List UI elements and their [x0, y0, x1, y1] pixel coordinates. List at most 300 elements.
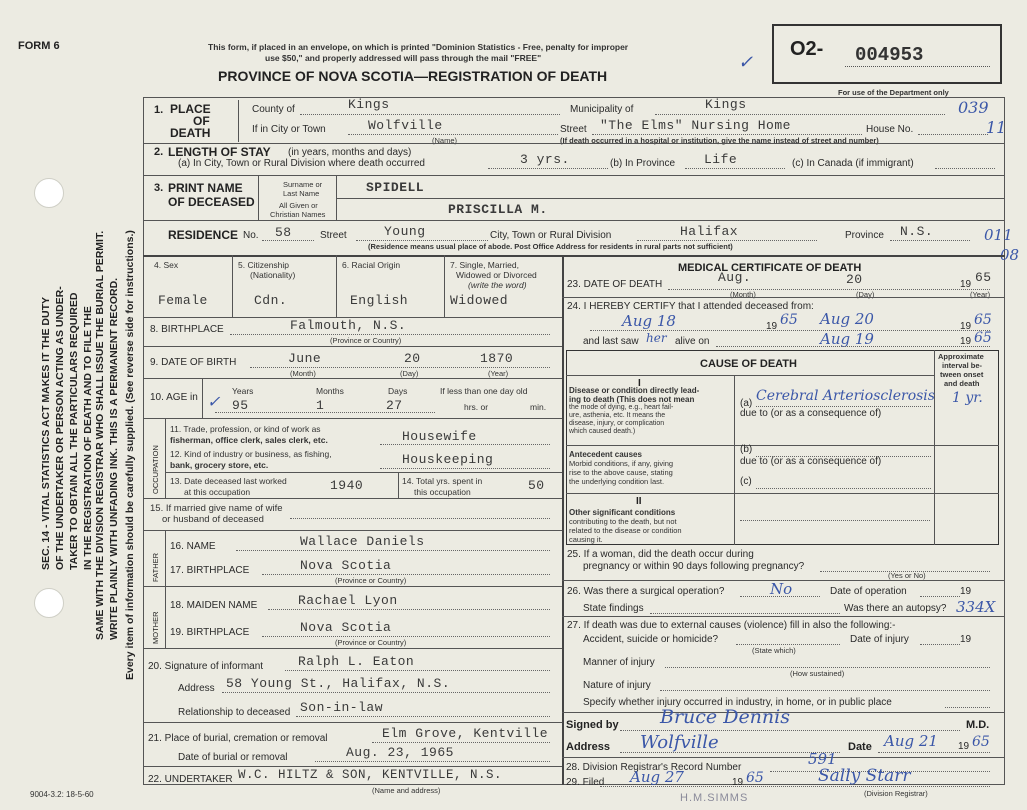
- antecedent-label-1: Antecedent causes: [569, 450, 642, 459]
- doctor-date-label: Date: [848, 741, 872, 753]
- page-title: PROVINCE OF NOVA SCOTIA—REGISTRATION OF DEATH: [218, 68, 608, 84]
- row-rule-9: [143, 498, 562, 499]
- undertaker-note: (Name and address): [372, 786, 441, 795]
- age-divider: [202, 378, 203, 418]
- op-year-prefix: 19: [960, 586, 972, 597]
- informant-sig-line: [285, 670, 550, 671]
- deceased-num: 3.: [154, 182, 164, 194]
- industry-value: Houskeeping: [402, 452, 494, 467]
- residence-street: Young: [384, 224, 426, 239]
- med-rule-5: [562, 757, 1005, 758]
- relationship-value: Son-in-law: [300, 700, 384, 715]
- deceased-divider-1: [258, 176, 259, 220]
- row-rule-2: [143, 175, 1005, 176]
- form-number: FORM 6: [18, 40, 60, 52]
- residence-province: N.S.: [900, 224, 934, 239]
- row-rule-13: [143, 722, 562, 723]
- father-name: Wallace Daniels: [300, 534, 425, 549]
- burial-date: Aug. 23, 1965: [346, 745, 454, 760]
- trade-label-2: fisherman, office clerk, sales clerk, etc.: [170, 435, 328, 445]
- origin-label: 6. Racial Origin: [342, 260, 401, 270]
- sex-divider: [232, 255, 233, 317]
- total-yrs-label-1: 14. Total yrs. spent in: [402, 476, 483, 486]
- residence-province-label: Province: [845, 230, 884, 241]
- mother-maiden: Rachael Lyon: [298, 593, 398, 608]
- doctor-date: Aug 21: [884, 732, 938, 750]
- last-saw-year-prefix: 19: [960, 336, 972, 347]
- months-value: 1: [316, 398, 325, 413]
- registrar-note: (Division Registrar): [864, 789, 928, 798]
- state-which: (State which): [752, 646, 796, 655]
- age-check: ✓: [207, 392, 221, 411]
- code-334: 334X: [956, 598, 996, 616]
- stay-label-note: (in years, months and days): [288, 147, 412, 158]
- trade-label-1: 11. Trade, profession, or kind of work as: [170, 424, 321, 434]
- punch-hole-bottom: [34, 588, 64, 618]
- months-label: Months: [316, 386, 344, 396]
- residence-city-line: [637, 240, 817, 241]
- stay-b-line: [685, 168, 785, 169]
- marital-value: Widowed: [450, 293, 509, 308]
- last-worked-label-1: 13. Date deceased last worked: [170, 476, 287, 486]
- father-birthplace-label: 17. BIRTHPLACE: [170, 565, 250, 576]
- punch-hole-top: [34, 178, 64, 208]
- marital-label-3: (write the word): [468, 280, 527, 290]
- med-rule-1: [562, 297, 1005, 298]
- stay-c-line: [935, 168, 995, 169]
- given-label-2: Christian Names: [270, 210, 326, 219]
- cause-b-label: (b): [740, 444, 753, 455]
- woman-label-1: 25. If a woman, did the death occur during: [567, 549, 754, 560]
- dod-year: 65: [975, 270, 992, 285]
- residence-city-label: City, Town or Rural Division: [490, 230, 612, 241]
- street-value: "The Elms" Nursing Home: [600, 118, 791, 133]
- attended-to-year: 65: [974, 312, 992, 328]
- mother-birthplace: Nova Scotia: [300, 620, 392, 635]
- last-saw-value: Aug 19: [820, 330, 874, 348]
- med-rule-3: [562, 616, 1005, 617]
- registration-rule: [845, 66, 990, 67]
- industry-line: [380, 468, 550, 469]
- specify-label: Specify whether injury occurred in industry, in home, or in public place: [583, 697, 892, 708]
- age-label: 10. AGE in: [150, 392, 198, 403]
- dod-month: Aug.: [718, 270, 752, 285]
- county-value: Kings: [348, 97, 390, 112]
- findings-line: [650, 613, 840, 614]
- signed-label: Signed by: [566, 719, 619, 731]
- dod-label: 23. DATE OF DEATH: [567, 279, 663, 290]
- stamp-text: H.M.SIMMS: [680, 792, 749, 804]
- father-birthplace-line: [262, 574, 550, 575]
- external-label: 27. If death was due to external causes (violence) fill in also the following:-: [567, 620, 896, 631]
- cause-a-label: (a): [740, 398, 753, 409]
- hospital-note: (If death occurred in a hospital or institution, give the name instead of street and number): [560, 136, 879, 145]
- occupation-divider: [165, 418, 166, 498]
- stay-a-label: (a) In City, Town or Rural Division where death occurred: [178, 158, 425, 169]
- form-code: 9004-3.2: 18-5-60: [30, 790, 94, 799]
- other-label-2: contributing to the death, but not: [569, 517, 677, 526]
- informant-sig: Ralph L. Eaton: [298, 654, 415, 669]
- mother-birthplace-label: 19. BIRTHPLACE: [170, 627, 250, 638]
- sidebar-line-2: OF THE UNDERTAKER OR PERSON ACTING AS UNDER-: [54, 286, 66, 570]
- birthplace-value: Falmouth, N.S.: [290, 318, 407, 333]
- deceased-label-2: OF DECEASED: [168, 195, 255, 209]
- dob-day-note: (Day): [400, 369, 419, 378]
- sidebar-line-6: WRITE PLAINLY WITH UNFADING INK. THIS IS A PERMANENT RECORD.: [108, 277, 120, 640]
- occupation-side-label: OCCUPATION: [151, 445, 160, 494]
- dob-year: 1870: [480, 351, 514, 366]
- doctor-date-year-prefix: 19: [958, 741, 970, 752]
- registration-number: 004953: [855, 44, 924, 66]
- city-label: If in City or Town: [252, 124, 326, 135]
- street-label: Street: [560, 124, 587, 135]
- filed-label: 29. Filed: [566, 777, 605, 788]
- attended-from-year-prefix: 19: [766, 321, 778, 332]
- municipality-code: 039: [958, 98, 989, 117]
- total-yrs-label-2: this occupation: [414, 487, 471, 497]
- dob-label: 9. DATE OF BIRTH: [150, 357, 237, 368]
- spouse-label-1: 15. If married give name of wife: [150, 503, 283, 514]
- hrs-label: hrs. or: [464, 402, 489, 412]
- relationship-line: [296, 716, 550, 717]
- undertaker-label: 22. UNDERTAKER: [148, 774, 233, 785]
- stay-b-value: Life: [704, 152, 738, 167]
- residence-no-label: No.: [243, 230, 259, 241]
- undertaker-value: W.C. HILTZ & SON, KENTVILLE, N.S.: [238, 768, 503, 782]
- filed-year-prefix: 19: [732, 777, 744, 788]
- doctor-address-label: Address: [566, 741, 611, 753]
- birthplace-label: 8. BIRTHPLACE: [150, 324, 224, 335]
- residence-code-2: 08: [1000, 246, 1020, 264]
- row-rule-7: [143, 378, 562, 379]
- residence-note: (Residence means usual place of abode. Post Office Address for residents in rural parts not sufficient): [368, 242, 733, 251]
- surname-value: SPIDELL: [366, 180, 425, 195]
- interval-label-2: interval be-: [942, 361, 983, 370]
- municipality-value: Kings: [705, 97, 747, 112]
- surname-label-1: Surname or: [283, 180, 323, 189]
- sidebar-line-5: SAME WITH THE DIVISION REGISTRAR WHO SHALL ISSUE THE BURIAL PERMIT.: [94, 230, 106, 640]
- residence-province-line: [890, 240, 970, 241]
- attended-to: Aug 20: [820, 310, 874, 328]
- residence-code-1: 011: [984, 226, 1013, 244]
- reg-record-value: 591: [808, 750, 837, 768]
- informant-address: 58 Young St., Halifax, N.S.: [226, 676, 451, 691]
- row-rule-3: [143, 220, 1005, 221]
- medical-title: MEDICAL CERTIFICATE OF DEATH: [678, 262, 862, 274]
- spouse-line: [290, 518, 550, 519]
- place-divider: [238, 100, 239, 142]
- part-one: I: [638, 378, 641, 389]
- part-two: II: [636, 496, 642, 507]
- department-use-note: For use of the Department only: [838, 88, 949, 97]
- trade-line: [380, 444, 550, 445]
- findings-label: State findings: [583, 603, 644, 614]
- last-saw-pronoun: her: [646, 331, 667, 345]
- row-rule-8: [143, 418, 562, 419]
- direct-label-6: which caused death.): [569, 428, 636, 435]
- industry-label-2: bank, grocery store, etc.: [170, 460, 269, 470]
- certify-label: 24. I HEREBY CERTIFY that I attended deceased from:: [567, 301, 814, 312]
- dob-month: June: [288, 351, 322, 366]
- antecedent-label-4: the underlying condition last.: [569, 477, 665, 486]
- center-divider: [562, 255, 564, 785]
- municipality-line: [655, 114, 945, 115]
- reg-record-label: 28. Division Registrar's Record Number: [566, 762, 742, 773]
- last-saw-line: [716, 346, 990, 347]
- interval-label-3: tween onset: [940, 370, 984, 379]
- other-label-3: related to the disease or condition: [569, 526, 682, 535]
- father-birthplace: Nova Scotia: [300, 558, 392, 573]
- cause-c-line: [756, 488, 931, 489]
- dod-day-note: (Day): [856, 290, 875, 299]
- burial-date-label: Date of burial or removal: [178, 752, 288, 763]
- interval-label-1: Approximate: [938, 352, 984, 361]
- yes-no-note: (Yes or No): [888, 571, 926, 580]
- given-value: PRISCILLA M.: [448, 202, 548, 217]
- stay-a-line: [488, 168, 608, 169]
- accident-line: [736, 644, 840, 645]
- informant-address-line: [222, 692, 550, 693]
- residence-city: Halifax: [680, 224, 739, 239]
- nature-line: [660, 690, 990, 691]
- injury-date-label: Date of injury: [850, 634, 909, 645]
- mother-side-label: MOTHER: [151, 611, 160, 644]
- informant-sig-label: 20. Signature of informant: [148, 661, 264, 672]
- nature-label: Nature of injury: [583, 680, 651, 691]
- last-worked-value: 1940: [330, 478, 364, 493]
- stay-b-label: (b) In Province: [610, 158, 676, 169]
- last-saw-year: 65: [974, 330, 992, 346]
- citizen-label-2: (Nationality): [250, 270, 296, 280]
- row-rule-4: [143, 255, 1005, 257]
- stay-c-label: (c) In Canada (if immigrant): [792, 158, 914, 169]
- specify-line: [945, 707, 990, 708]
- autopsy-label: Was there an autopsy?: [844, 603, 947, 614]
- injury-year-prefix: 19: [960, 634, 972, 645]
- citizen-value: Cdn.: [254, 293, 288, 308]
- occupation-rule: [165, 472, 562, 473]
- marital-label-2: Widowed or Divorced: [456, 270, 537, 280]
- woman-label-2: pregnancy or within 90 days following pregnancy?: [583, 561, 805, 572]
- direct-label-2: ing to death (This does not mean: [569, 395, 695, 404]
- county-line: [300, 114, 560, 115]
- sidebar-line-4: IN THE REGISTRATION OF DEATH AND TO FILE THE: [82, 306, 94, 570]
- citizen-divider: [336, 255, 337, 317]
- manner-label: Manner of injury: [583, 657, 655, 668]
- father-divider: [165, 530, 166, 586]
- stay-a-value: 3 yrs.: [520, 152, 570, 167]
- days-label: Days: [388, 386, 408, 396]
- deceased-label-1: PRINT NAME: [168, 181, 243, 195]
- op-date-label: Date of operation: [830, 586, 907, 597]
- dob-day: 20: [404, 351, 421, 366]
- origin-divider: [444, 255, 445, 317]
- sidebar-line-7: Every item of information should be carefully supplied. (See reverse side for instructions.): [124, 230, 136, 680]
- due-label-2: due to (or as a consequence of): [740, 456, 882, 467]
- doctor-address-line: [620, 752, 840, 753]
- filed-line: [600, 786, 990, 787]
- surgical-line: [740, 596, 820, 597]
- informant-address-label: Address: [178, 683, 215, 694]
- min-label: min.: [530, 402, 547, 412]
- birthplace-note: (Province or Country): [330, 336, 402, 345]
- mother-maiden-line: [268, 609, 550, 610]
- interval-divider: [934, 350, 935, 545]
- residence-label: RESIDENCE: [168, 228, 239, 242]
- cause-a-value: Cerebral Arteriosclerosis: [756, 388, 935, 404]
- mail-notice-2: use $50," and properly addressed will pass through the mail "FREE": [265, 53, 542, 63]
- house-label: House No.: [866, 124, 914, 135]
- place-label-2: OF: [193, 114, 210, 128]
- deceased-mid-rule: [336, 198, 1005, 199]
- father-note: (Province or Country): [335, 576, 407, 585]
- attended-from: Aug 18: [622, 312, 676, 330]
- injury-date-line: [920, 644, 960, 645]
- antecedent-label-3: rise to the above cause, stating: [569, 468, 673, 477]
- alive-label: alive on: [675, 336, 710, 347]
- city-value: Wolfville: [368, 118, 443, 133]
- last-saw-label: and last saw: [583, 336, 639, 347]
- cause-rule-a: [566, 445, 999, 446]
- sex-value: Female: [158, 293, 208, 308]
- street-line: [592, 134, 862, 135]
- surgical-value: No: [770, 580, 793, 598]
- manner-line: [665, 667, 990, 668]
- stay-label: LENGTH OF STAY: [168, 145, 271, 159]
- last-worked-label-2: at this occupation: [184, 487, 251, 497]
- cause-a-interval: 1 yr.: [952, 390, 983, 406]
- registration-prefix: O2-: [790, 38, 824, 60]
- municipality-label: Municipality of: [570, 104, 634, 115]
- row-rule-11: [143, 586, 562, 587]
- signed-line: [620, 730, 960, 731]
- attended-from-year: 65: [780, 312, 798, 328]
- row-rule-6: [143, 346, 562, 347]
- direct-label-4: ure, asthenia, etc. It means the: [569, 412, 666, 419]
- father-name-label: 16. NAME: [170, 541, 216, 552]
- filed-year: 65: [746, 770, 764, 786]
- marital-label-1: 7. Single, Married,: [450, 260, 519, 270]
- row-rule-14: [143, 766, 562, 767]
- spouse-label-2: or husband of deceased: [162, 514, 264, 525]
- op-date-line: [920, 596, 960, 597]
- burial-date-line: [315, 761, 550, 762]
- due-label-1: due to (or as a consequence of): [740, 408, 882, 419]
- sidebar-line-1: SEC. 14 - VITAL STATISTICS ACT MAKES IT THE DUTY: [40, 296, 52, 570]
- less-label: If less than one day old: [440, 386, 528, 396]
- cause-label-divider: [734, 375, 735, 545]
- how-sustained: (How sustained): [790, 669, 845, 678]
- dod-month-note: (Month): [730, 290, 756, 299]
- father-side-label: FATHER: [151, 552, 160, 582]
- row-rule-1: [143, 143, 1005, 144]
- trade-value: Housewife: [402, 429, 477, 444]
- dob-year-note: (Year): [488, 369, 509, 378]
- place-label-1: PLACE: [170, 102, 211, 116]
- other-line: [740, 520, 930, 521]
- mail-notice-1: This form, if placed in an envelope, on which is printed "Dominion Statistics - Free, penalty for improper: [208, 42, 629, 52]
- dod-day: 20: [846, 272, 863, 287]
- md-label: M.D.: [966, 719, 990, 731]
- direct-label-1: Disease or condition directly lead-: [569, 386, 700, 395]
- burial-place-line: [372, 742, 550, 743]
- dob-month-note: (Month): [290, 369, 316, 378]
- place-num: 1.: [154, 104, 164, 116]
- years-value: 95: [232, 398, 249, 413]
- stay-num: 2.: [154, 146, 164, 158]
- antecedent-label-2: Morbid conditions, if any, giving: [569, 459, 674, 468]
- dod-year-note: (Year): [970, 290, 991, 299]
- father-name-line: [236, 550, 550, 551]
- cause-title: CAUSE OF DEATH: [700, 358, 797, 370]
- surname-label-2: Last Name: [283, 189, 320, 198]
- doctor-date-line: [878, 752, 990, 753]
- age-line: [215, 412, 435, 413]
- cause-rule-b: [566, 493, 999, 494]
- row-rule-12: [143, 648, 562, 649]
- mother-note: (Province or Country): [335, 638, 407, 647]
- place-label-3: DEATH: [170, 126, 211, 140]
- given-label-1: All Given or: [279, 201, 318, 210]
- sex-label: 4. Sex: [154, 260, 179, 270]
- house-line: [918, 134, 988, 135]
- doctor-date-year: 65: [972, 734, 990, 750]
- days-value: 27: [386, 398, 403, 413]
- burial-place: Elm Grove, Kentville: [382, 726, 549, 741]
- residence-no-line: [262, 240, 314, 241]
- header-check-mark: ✓: [738, 52, 754, 73]
- filed-value: Aug 27: [630, 768, 684, 786]
- cause-c-label: (c): [740, 476, 752, 487]
- direct-label-3: the mode of dying, e.g., heart fail-: [569, 404, 674, 411]
- residence-no: 58: [275, 225, 292, 240]
- interval-label-4: and death: [944, 379, 980, 388]
- sidebar-line-3: TAKER TO OBTAIN ALL THE PARTICULARS REQUIRED: [68, 292, 80, 570]
- birthplace-line: [230, 334, 550, 335]
- dod-line: [668, 289, 990, 290]
- origin-value: English: [350, 293, 409, 308]
- mother-divider: [165, 586, 166, 648]
- relationship-label: Relationship to deceased: [178, 707, 291, 718]
- years-label: Years: [232, 386, 254, 396]
- accident-label: Accident, suicide or homicide?: [583, 634, 719, 645]
- other-label-1: Other significant conditions: [569, 508, 676, 517]
- attended-to-year-prefix: 19: [960, 321, 972, 332]
- mother-birthplace-line: [262, 636, 550, 637]
- surgical-label: 26. Was there a surgical operation?: [567, 586, 725, 597]
- citizen-label-1: 5. Citizenship: [238, 260, 290, 270]
- mother-maiden-label: 18. MAIDEN NAME: [170, 600, 258, 611]
- industry-label-1: 12. Kind of industry or business, as fishing,: [170, 449, 332, 459]
- occupation-divider-2: [398, 472, 399, 498]
- dod-year-prefix: 19: [960, 279, 972, 290]
- row-rule-10: [143, 530, 562, 531]
- direct-label-5: disease, injury, or complication: [569, 420, 665, 427]
- signed-value: Bruce Dennis: [660, 706, 790, 728]
- doctor-address: Wolfville: [640, 732, 719, 753]
- other-label-4: causing it.: [569, 535, 603, 544]
- residence-street-label: Street: [320, 230, 347, 241]
- cause-a-line: [756, 406, 931, 407]
- city-line: [348, 134, 558, 135]
- total-yrs-value: 50: [528, 478, 545, 493]
- city-name-note: (Name): [432, 136, 458, 145]
- dob-line: [250, 367, 550, 368]
- burial-place-label: 21. Place of burial, cremation or removal: [148, 733, 328, 744]
- house-code: 11: [986, 118, 1007, 137]
- residence-street-line: [356, 240, 488, 241]
- registrar-signature: Sally Starr: [818, 766, 911, 786]
